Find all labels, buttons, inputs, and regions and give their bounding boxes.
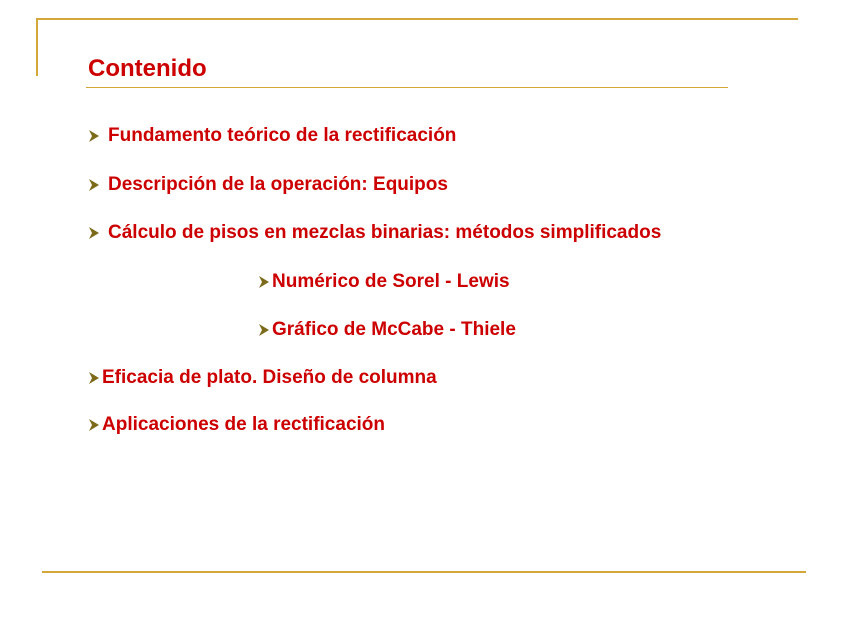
sub-list-item <box>258 270 510 294</box>
arrow-bullet-icon <box>258 275 270 289</box>
slide-title: Contenido <box>88 55 207 82</box>
arrow-bullet-icon <box>88 178 100 192</box>
list-item-text: Aplicaciones de la rectificación <box>102 414 385 435</box>
list-item <box>88 413 385 437</box>
list-item-text: Cálculo de pisos en mezclas binarias: métodos simplificados <box>108 222 662 243</box>
arrow-bullet-icon <box>258 323 270 337</box>
arrow-bullet-icon <box>88 129 100 143</box>
list-item-text: Numérico de Sorel - Lewis <box>272 271 510 292</box>
sub-list-item <box>258 318 516 342</box>
list-item-text: Fundamento teórico de la rectificación <box>108 125 457 146</box>
list-item <box>88 124 456 148</box>
list-item <box>88 366 437 390</box>
arrow-bullet-icon <box>88 418 100 432</box>
list-item-text: Gráfico de McCabe - Thiele <box>272 319 516 340</box>
frame-top-line <box>36 18 798 20</box>
arrow-bullet-icon <box>88 371 100 385</box>
frame-left-line <box>36 18 38 76</box>
list-item <box>88 221 661 245</box>
list-item-text: Descripción de la operación: Equipos <box>108 174 448 195</box>
title-underline <box>86 87 728 88</box>
list-item-text: Eficacia de plato. Diseño de columna <box>102 367 437 388</box>
list-item <box>88 173 448 197</box>
footer-line <box>42 571 806 573</box>
arrow-bullet-icon <box>88 226 100 240</box>
